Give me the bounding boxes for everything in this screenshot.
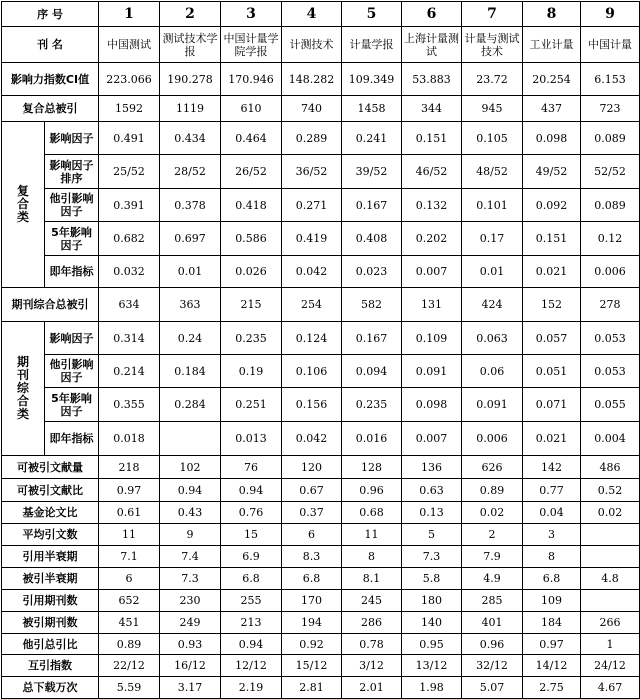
value-cell: 0.464 bbox=[221, 122, 282, 155]
sub-label: 即年指标 bbox=[45, 422, 99, 456]
value-cell: 6 bbox=[99, 568, 160, 590]
value-cell: 0.12 bbox=[581, 222, 640, 256]
value-cell: 20.254 bbox=[523, 63, 581, 96]
value-cell: 190.278 bbox=[160, 63, 221, 96]
value-cell: 52/52 bbox=[581, 155, 640, 189]
table-row bbox=[2, 122, 640, 155]
value-cell: 28/52 bbox=[160, 155, 221, 189]
value-cell: 0.167 bbox=[342, 189, 402, 222]
value-cell: 0.61 bbox=[99, 502, 160, 524]
value-cell: 2.19 bbox=[221, 677, 282, 699]
value-cell: 4.67 bbox=[581, 677, 640, 699]
value-cell: 0.091 bbox=[462, 388, 523, 422]
value-cell: 213 bbox=[221, 612, 282, 634]
value-cell: 36/52 bbox=[282, 155, 342, 189]
value-cell: 0.042 bbox=[282, 256, 342, 288]
value-cell: 7.1 bbox=[99, 546, 160, 568]
value-cell: 0.95 bbox=[402, 634, 462, 655]
value-cell: 0.419 bbox=[282, 222, 342, 256]
value-cell: 0.76 bbox=[221, 502, 282, 524]
value-cell: 0.682 bbox=[99, 222, 160, 256]
value-cell: 180 bbox=[402, 590, 462, 612]
table-row bbox=[2, 568, 640, 590]
table-row bbox=[2, 546, 640, 568]
value-cell: 140 bbox=[402, 612, 462, 634]
value-cell: 0.96 bbox=[462, 634, 523, 655]
value-cell: 12/12 bbox=[221, 655, 282, 677]
value-cell: 0.098 bbox=[402, 388, 462, 422]
value-cell: 0.491 bbox=[99, 122, 160, 155]
col-number: 1 bbox=[99, 2, 160, 27]
journal-header: 刊 名 bbox=[2, 27, 99, 63]
value-cell: 1592 bbox=[99, 96, 160, 122]
value-cell: 16/12 bbox=[160, 655, 221, 677]
value-cell: 0.042 bbox=[282, 422, 342, 456]
value-cell: 49/52 bbox=[523, 155, 581, 189]
sub-label: 他引影响因子 bbox=[45, 355, 99, 388]
value-cell: 109.349 bbox=[342, 63, 402, 96]
table-row bbox=[2, 96, 640, 122]
seq-header: 序 号 bbox=[2, 2, 99, 27]
sub-label: 他引影响因子 bbox=[45, 189, 99, 222]
sub-label: 5年影响因子 bbox=[45, 222, 99, 256]
table-row bbox=[2, 322, 640, 355]
value-cell: 278 bbox=[581, 288, 640, 322]
value-cell: 1 bbox=[581, 634, 640, 655]
value-cell: 0.378 bbox=[160, 189, 221, 222]
value-cell: 626 bbox=[462, 456, 523, 479]
value-cell: 401 bbox=[462, 612, 523, 634]
group-label: 期刊综合类 bbox=[17, 355, 30, 421]
value-cell: 652 bbox=[99, 590, 160, 612]
value-cell: 9 bbox=[160, 524, 221, 546]
col-number: 7 bbox=[462, 2, 523, 27]
col-number: 3 bbox=[221, 2, 282, 27]
value-cell: 0.02 bbox=[462, 502, 523, 524]
value-cell: 223.066 bbox=[99, 63, 160, 96]
value-cell: 184 bbox=[523, 612, 581, 634]
value-cell: 363 bbox=[160, 288, 221, 322]
value-cell: 0.151 bbox=[402, 122, 462, 155]
value-cell: 8 bbox=[523, 546, 581, 568]
value-cell: 23.72 bbox=[462, 63, 523, 96]
value-cell: 0.089 bbox=[581, 122, 640, 155]
value-cell: 2 bbox=[462, 524, 523, 546]
value-cell: 3.17 bbox=[160, 677, 221, 699]
value-cell: 0.106 bbox=[282, 355, 342, 388]
value-cell: 11 bbox=[99, 524, 160, 546]
value-cell: 39/52 bbox=[342, 155, 402, 189]
journal-name: 计量学报 bbox=[342, 27, 402, 63]
table-row bbox=[2, 524, 640, 546]
value-cell: 0.434 bbox=[160, 122, 221, 155]
row-label: 引用半衰期 bbox=[2, 546, 99, 568]
row-label: 期刊综合总被引 bbox=[2, 288, 99, 322]
table-row bbox=[2, 634, 640, 655]
table-body bbox=[2, 2, 640, 699]
table-row bbox=[2, 222, 640, 256]
value-cell: 0.314 bbox=[99, 322, 160, 355]
value-cell: 0.355 bbox=[99, 388, 160, 422]
table-row bbox=[2, 388, 640, 422]
group-label-cell bbox=[2, 122, 45, 288]
value-cell: 15 bbox=[221, 524, 282, 546]
col-number: 2 bbox=[160, 2, 221, 27]
table-row bbox=[2, 677, 640, 699]
row-label: 影响力指数CI值 bbox=[2, 63, 99, 96]
value-cell: 0.13 bbox=[402, 502, 462, 524]
sub-label: 影响因子 bbox=[45, 122, 99, 155]
value-cell: 0.37 bbox=[282, 502, 342, 524]
value-cell: 0.68 bbox=[342, 502, 402, 524]
value-cell: 109 bbox=[523, 590, 581, 612]
table-row bbox=[2, 256, 640, 288]
sub-label: 5年影响因子 bbox=[45, 388, 99, 422]
value-cell: 0.006 bbox=[462, 422, 523, 456]
value-cell: 120 bbox=[282, 456, 342, 479]
value-cell: 5 bbox=[402, 524, 462, 546]
row-label: 他引总引比 bbox=[2, 634, 99, 655]
value-cell: 0.92 bbox=[282, 634, 342, 655]
value-cell: 0.418 bbox=[221, 189, 282, 222]
journal-name: 计量与测试技术 bbox=[462, 27, 523, 63]
value-cell: 7.4 bbox=[160, 546, 221, 568]
value-cell: 0.071 bbox=[523, 388, 581, 422]
value-cell: 0.78 bbox=[342, 634, 402, 655]
value-cell: 6.8 bbox=[221, 568, 282, 590]
value-cell: 0.94 bbox=[221, 479, 282, 502]
value-cell: 634 bbox=[99, 288, 160, 322]
value-cell: 6.8 bbox=[282, 568, 342, 590]
row-label: 被引期刊数 bbox=[2, 612, 99, 634]
value-cell: 286 bbox=[342, 612, 402, 634]
col-number: 9 bbox=[581, 2, 640, 27]
value-cell: 0.053 bbox=[581, 355, 640, 388]
journal-name: 测试技术学报 bbox=[160, 27, 221, 63]
value-cell: 2.75 bbox=[523, 677, 581, 699]
row-label: 基金论文比 bbox=[2, 502, 99, 524]
value-cell: 0.016 bbox=[342, 422, 402, 456]
value-cell: 32/12 bbox=[462, 655, 523, 677]
value-cell: 4.8 bbox=[581, 568, 640, 590]
group-label: 复合类 bbox=[17, 184, 30, 224]
sub-label: 影响因子排序 bbox=[45, 155, 99, 189]
table-row bbox=[2, 479, 640, 502]
row-label: 互引指数 bbox=[2, 655, 99, 677]
value-cell: 5.59 bbox=[99, 677, 160, 699]
value-cell: 0.023 bbox=[342, 256, 402, 288]
value-cell: 0.004 bbox=[581, 422, 640, 456]
value-cell: 0.089 bbox=[581, 189, 640, 222]
value-cell: 142 bbox=[523, 456, 581, 479]
value-cell: 0.167 bbox=[342, 322, 402, 355]
value-cell: 245 bbox=[342, 590, 402, 612]
value-cell: 0.251 bbox=[221, 388, 282, 422]
value-cell: 0.018 bbox=[99, 422, 160, 456]
value-cell: 26/52 bbox=[221, 155, 282, 189]
col-number: 5 bbox=[342, 2, 402, 27]
row-label: 复合总被引 bbox=[2, 96, 99, 122]
header-row-numbers bbox=[2, 2, 640, 27]
value-cell: 945 bbox=[462, 96, 523, 122]
value-cell: 0.06 bbox=[462, 355, 523, 388]
value-cell: 0.96 bbox=[342, 479, 402, 502]
value-cell: 0.032 bbox=[99, 256, 160, 288]
value-cell: 8.1 bbox=[342, 568, 402, 590]
value-cell: 194 bbox=[282, 612, 342, 634]
value-cell: 0.94 bbox=[221, 634, 282, 655]
journal-name: 中国测试 bbox=[99, 27, 160, 63]
value-cell: 0.89 bbox=[462, 479, 523, 502]
value-cell: 0.97 bbox=[523, 634, 581, 655]
value-cell: 0.97 bbox=[99, 479, 160, 502]
value-cell: 0.24 bbox=[160, 322, 221, 355]
value-cell: 0.007 bbox=[402, 256, 462, 288]
journal-name: 中国计量学院学报 bbox=[221, 27, 282, 63]
value-cell: 582 bbox=[342, 288, 402, 322]
value-cell: 0.17 bbox=[462, 222, 523, 256]
value-cell: 0.01 bbox=[462, 256, 523, 288]
value-cell: 0.19 bbox=[221, 355, 282, 388]
value-cell: 131 bbox=[402, 288, 462, 322]
value-cell: 0.151 bbox=[523, 222, 581, 256]
value-cell: 0.89 bbox=[99, 634, 160, 655]
value-cell: 0.105 bbox=[462, 122, 523, 155]
journal-name: 工业计量 bbox=[523, 27, 581, 63]
table-row bbox=[2, 655, 640, 677]
value-cell: 170.946 bbox=[221, 63, 282, 96]
table-row bbox=[2, 155, 640, 189]
col-number: 4 bbox=[282, 2, 342, 27]
value-cell: 53.883 bbox=[402, 63, 462, 96]
value-cell: 8.3 bbox=[282, 546, 342, 568]
value-cell: 0.04 bbox=[523, 502, 581, 524]
value-cell: 0.013 bbox=[221, 422, 282, 456]
value-cell: 0.021 bbox=[523, 422, 581, 456]
value-cell: 0.156 bbox=[282, 388, 342, 422]
value-cell: 218 bbox=[99, 456, 160, 479]
table-row bbox=[2, 422, 640, 456]
value-cell: 46/52 bbox=[402, 155, 462, 189]
journal-name: 上海计量测试 bbox=[402, 27, 462, 63]
value-cell: 424 bbox=[462, 288, 523, 322]
value-cell: 24/12 bbox=[581, 655, 640, 677]
value-cell: 0.408 bbox=[342, 222, 402, 256]
value-cell: 230 bbox=[160, 590, 221, 612]
table-row bbox=[2, 612, 640, 634]
value-cell: 0.006 bbox=[581, 256, 640, 288]
value-cell: 740 bbox=[282, 96, 342, 122]
value-cell: 0.021 bbox=[523, 256, 581, 288]
value-cell: 0.092 bbox=[523, 189, 581, 222]
value-cell: 0.43 bbox=[160, 502, 221, 524]
value-cell: 0.235 bbox=[342, 388, 402, 422]
value-cell: 15/12 bbox=[282, 655, 342, 677]
value-cell: 5.8 bbox=[402, 568, 462, 590]
value-cell: 25/52 bbox=[99, 155, 160, 189]
value-cell: 0.184 bbox=[160, 355, 221, 388]
journal-metrics-table bbox=[1, 1, 640, 699]
col-number: 6 bbox=[402, 2, 462, 27]
value-cell: 0.93 bbox=[160, 634, 221, 655]
value-cell: 723 bbox=[581, 96, 640, 122]
value-cell: 2.81 bbox=[282, 677, 342, 699]
value-cell: 0.77 bbox=[523, 479, 581, 502]
value-cell: 128 bbox=[342, 456, 402, 479]
row-label: 引用期刊数 bbox=[2, 590, 99, 612]
value-cell: 136 bbox=[402, 456, 462, 479]
header-row-journals bbox=[2, 27, 640, 63]
value-cell bbox=[581, 524, 640, 546]
value-cell: 0.057 bbox=[523, 322, 581, 355]
value-cell: 0.053 bbox=[581, 322, 640, 355]
row-label: 可被引文献量 bbox=[2, 456, 99, 479]
value-cell: 0.026 bbox=[221, 256, 282, 288]
value-cell: 249 bbox=[160, 612, 221, 634]
value-cell: 0.055 bbox=[581, 388, 640, 422]
value-cell: 3 bbox=[523, 524, 581, 546]
value-cell: 76 bbox=[221, 456, 282, 479]
sub-label: 影响因子 bbox=[45, 322, 99, 355]
table-row bbox=[2, 502, 640, 524]
value-cell: 285 bbox=[462, 590, 523, 612]
value-cell: 0.094 bbox=[342, 355, 402, 388]
value-cell: 437 bbox=[523, 96, 581, 122]
value-cell: 6.9 bbox=[221, 546, 282, 568]
value-cell: 266 bbox=[581, 612, 640, 634]
sub-label: 即年指标 bbox=[45, 256, 99, 288]
value-cell: 0.109 bbox=[402, 322, 462, 355]
value-cell: 6 bbox=[282, 524, 342, 546]
value-cell: 6.153 bbox=[581, 63, 640, 96]
value-cell: 102 bbox=[160, 456, 221, 479]
row-label: 平均引文数 bbox=[2, 524, 99, 546]
value-cell: 1119 bbox=[160, 96, 221, 122]
value-cell: 0.391 bbox=[99, 189, 160, 222]
value-cell: 0.132 bbox=[402, 189, 462, 222]
value-cell: 0.67 bbox=[282, 479, 342, 502]
value-cell: 5.07 bbox=[462, 677, 523, 699]
value-cell: 22/12 bbox=[99, 655, 160, 677]
value-cell bbox=[160, 422, 221, 456]
table-row bbox=[2, 288, 640, 322]
value-cell: 3/12 bbox=[342, 655, 402, 677]
value-cell: 6.8 bbox=[523, 568, 581, 590]
table-row bbox=[2, 355, 640, 388]
value-cell: 486 bbox=[581, 456, 640, 479]
table-row bbox=[2, 189, 640, 222]
table-row bbox=[2, 590, 640, 612]
value-cell: 0.202 bbox=[402, 222, 462, 256]
journal-name: 中国计量 bbox=[581, 27, 640, 63]
value-cell: 8 bbox=[342, 546, 402, 568]
value-cell: 451 bbox=[99, 612, 160, 634]
group-label-cell bbox=[2, 322, 45, 456]
value-cell: 7.3 bbox=[402, 546, 462, 568]
value-cell: 148.282 bbox=[282, 63, 342, 96]
value-cell: 14/12 bbox=[523, 655, 581, 677]
value-cell: 0.235 bbox=[221, 322, 282, 355]
value-cell: 1458 bbox=[342, 96, 402, 122]
value-cell: 0.697 bbox=[160, 222, 221, 256]
value-cell: 2.01 bbox=[342, 677, 402, 699]
value-cell: 0.284 bbox=[160, 388, 221, 422]
value-cell: 13/12 bbox=[402, 655, 462, 677]
row-label: 总下载万次 bbox=[2, 677, 99, 699]
table-row bbox=[2, 63, 640, 96]
row-label: 被引半衰期 bbox=[2, 568, 99, 590]
value-cell: 48/52 bbox=[462, 155, 523, 189]
row-label: 可被引文献比 bbox=[2, 479, 99, 502]
value-cell: 0.091 bbox=[402, 355, 462, 388]
value-cell: 0.007 bbox=[402, 422, 462, 456]
value-cell: 7.9 bbox=[462, 546, 523, 568]
value-cell: 0.02 bbox=[581, 502, 640, 524]
value-cell: 0.241 bbox=[342, 122, 402, 155]
value-cell: 0.271 bbox=[282, 189, 342, 222]
value-cell: 0.63 bbox=[402, 479, 462, 502]
value-cell: 0.289 bbox=[282, 122, 342, 155]
journal-name: 计测技术 bbox=[282, 27, 342, 63]
value-cell: 1.98 bbox=[402, 677, 462, 699]
value-cell: 0.94 bbox=[160, 479, 221, 502]
value-cell: 0.063 bbox=[462, 322, 523, 355]
value-cell bbox=[581, 590, 640, 612]
value-cell: 0.01 bbox=[160, 256, 221, 288]
value-cell: 0.098 bbox=[523, 122, 581, 155]
value-cell: 0.051 bbox=[523, 355, 581, 388]
value-cell: 11 bbox=[342, 524, 402, 546]
value-cell: 0.214 bbox=[99, 355, 160, 388]
value-cell: 0.586 bbox=[221, 222, 282, 256]
value-cell: 255 bbox=[221, 590, 282, 612]
value-cell: 0.101 bbox=[462, 189, 523, 222]
value-cell: 0.52 bbox=[581, 479, 640, 502]
table-row bbox=[2, 456, 640, 479]
value-cell: 215 bbox=[221, 288, 282, 322]
value-cell: 152 bbox=[523, 288, 581, 322]
col-number: 8 bbox=[523, 2, 581, 27]
value-cell: 344 bbox=[402, 96, 462, 122]
value-cell: 7.3 bbox=[160, 568, 221, 590]
value-cell: 170 bbox=[282, 590, 342, 612]
value-cell: 4.9 bbox=[462, 568, 523, 590]
value-cell: 254 bbox=[282, 288, 342, 322]
value-cell: 0.124 bbox=[282, 322, 342, 355]
value-cell: 610 bbox=[221, 96, 282, 122]
value-cell bbox=[581, 546, 640, 568]
